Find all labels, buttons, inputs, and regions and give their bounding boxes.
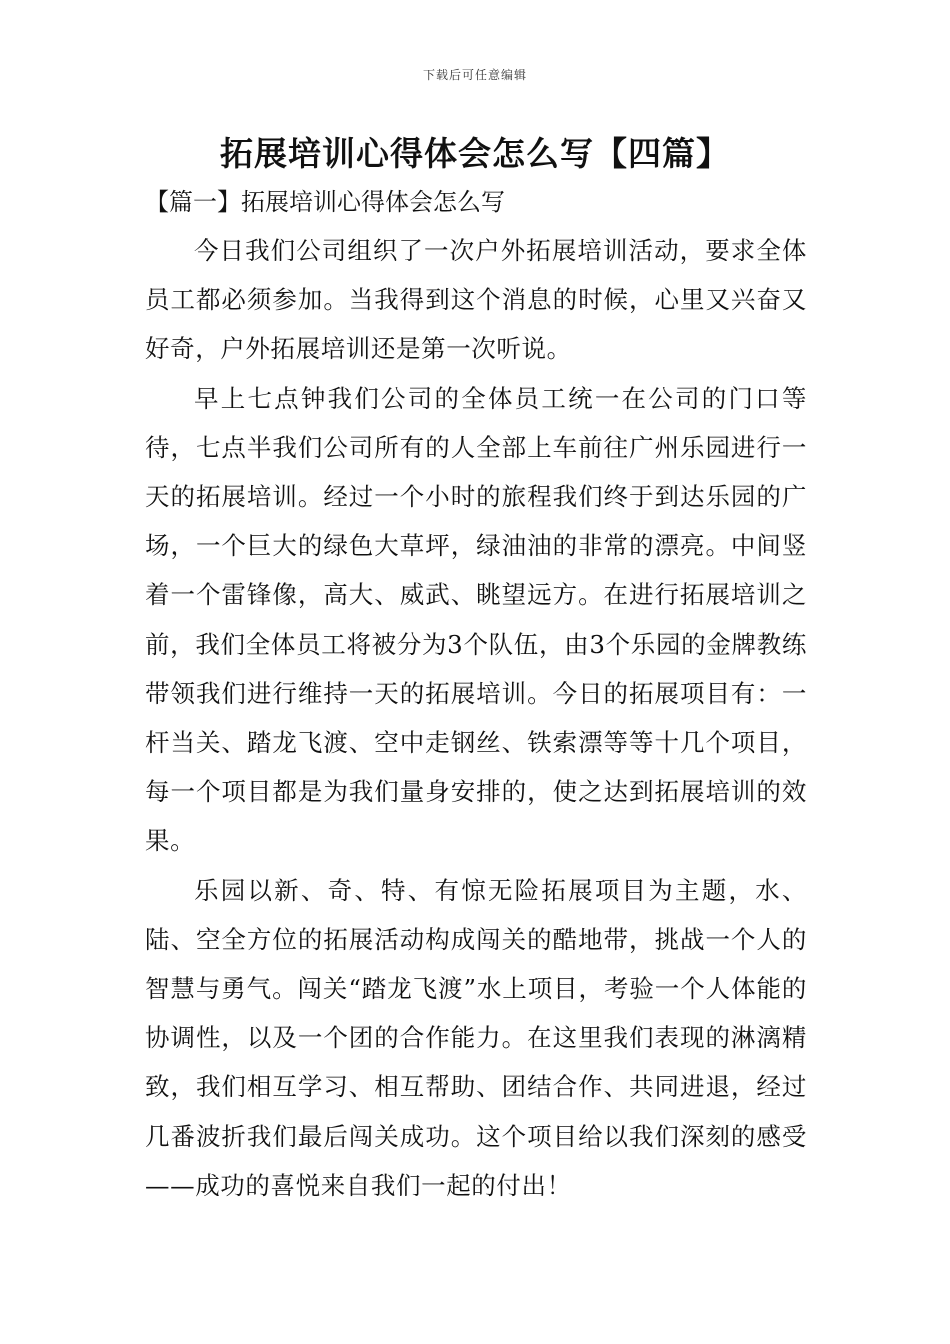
header-note: 下载后可任意编辑 [422,68,527,82]
body-text [145,226,807,1210]
paragraph-3: 乐园以新、奇、特、有惊无险拓展项目为主题，水、陆、空全方位的拓展活动构成闯关的酷地带，挑战一个人的智慧与勇气。闯关“踏龙飞渡”水上项目，考验一个人体能的协调性，以及一个团的合作能力。在这里我们表现的淋漓精致，我们相互学习、相互帮助、团结合作、共同进退，经过几番波折我们最后闯关成功。这个项目给以我们深刻的感受——成功的喜悦来自我们一起的付出！ [145,875,807,1200]
document-title: 拓展培训心得体会怎么写【四篇】 [220,134,730,173]
section-heading: 【篇一】拓展培训心得体会怎么写 [145,188,505,216]
paragraph-1: 今日我们公司组织了一次户外拓展培训活动，要求全体员工都必须参加。当我得到这个消息的时候，心里又兴奋又好奇，户外拓展培训还是第一次听说。 [145,236,807,364]
paragraph-2: 早上七点钟我们公司的全体员工统一在公司的门口等待，七点半我们公司所有的人全部上车前往广州乐园进行一天的拓展培训。经过一个小时的旅程我们终于到达乐园的广场，一个巨大的绿色大草坪，绿油油的非常的漂亮。中间竖着一个雷锋像，高大、威武、眺望远方。在进行拓展培训之前，我们全体员工将被分为3个队伍，由3个乐园的金牌教练带领我们进行维持一天的拓展培训。今日的拓展项目有：一杆当关、踏龙飞渡、空中走钢丝、铁索漂等等十几个项目，每一个项目都是为我们量身安排的，使之达到拓展培训的效果。 [145,383,807,856]
